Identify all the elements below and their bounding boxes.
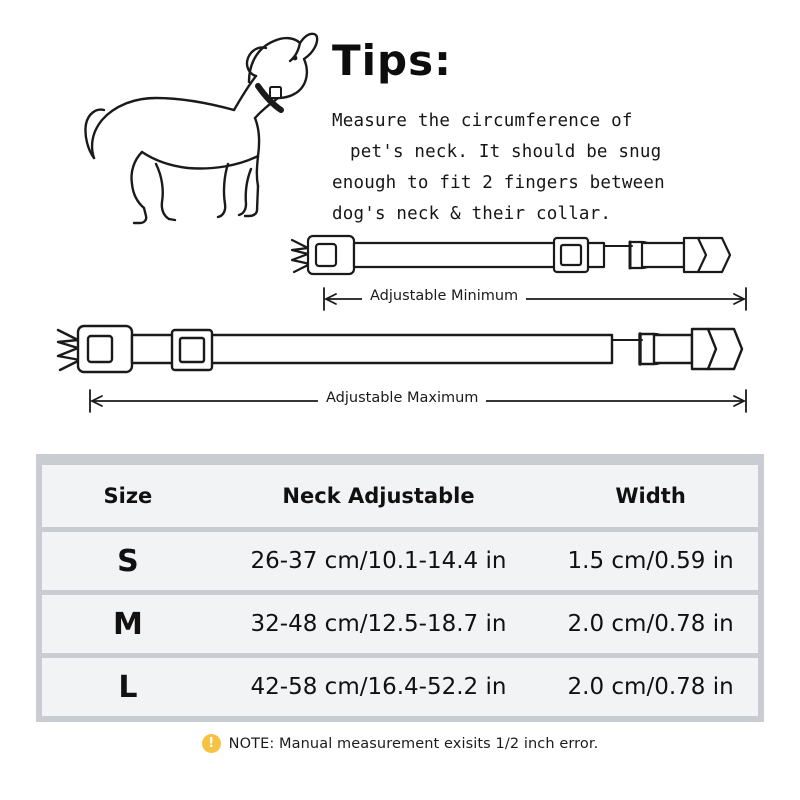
- table-header-row: [42, 465, 758, 527]
- cell-width-m: 2.0 cm/0.78 in: [543, 595, 758, 653]
- exclamation-icon: !: [202, 734, 221, 753]
- tips-title: Tips:: [332, 36, 452, 85]
- tips-line-4: dog's neck & their collar.: [332, 204, 612, 224]
- table-row: [42, 595, 758, 653]
- tips-line-2: pet's neck. It should be snug: [350, 142, 662, 162]
- table-row: [42, 658, 758, 716]
- cell-width-s: 1.5 cm/0.59 in: [543, 532, 758, 590]
- table-body: [42, 532, 758, 716]
- cell-width-l: 2.0 cm/0.78 in: [543, 658, 758, 716]
- note-text: NOTE: Manual measurement exisits 1/2 inch error.: [228, 735, 599, 752]
- table-row: [42, 532, 758, 590]
- tips-line-3: enough to fit 2 fingers between: [332, 173, 665, 193]
- cell-size-s: S: [42, 532, 214, 590]
- header-neck-adjustable: Neck Adjustable: [214, 465, 543, 527]
- table-header: [42, 465, 758, 527]
- tips-line-1: Measure the circumference of: [332, 111, 633, 131]
- cell-size-l: L: [42, 658, 214, 716]
- size-table: [42, 460, 758, 721]
- header-size: Size: [42, 465, 214, 527]
- size-table-container: [36, 454, 764, 722]
- tips-body: [332, 106, 772, 230]
- note-row: [0, 734, 800, 753]
- cell-neck-s: 26-37 cm/10.1-14.4 in: [214, 532, 543, 590]
- dimension-label-maximum: Adjustable Maximum: [318, 390, 486, 406]
- collar-diagram-maximum: [52, 316, 746, 388]
- dimension-label-minimum: Adjustable Minimum: [362, 288, 526, 304]
- header-width: Width: [543, 465, 758, 527]
- cell-neck-m: 32-48 cm/12.5-18.7 in: [214, 595, 543, 653]
- cell-size-m: M: [42, 595, 214, 653]
- dog-illustration: [52, 24, 322, 234]
- collar-diagram-minimum: [286, 228, 746, 286]
- cell-neck-l: 42-58 cm/16.4-52.2 in: [214, 658, 543, 716]
